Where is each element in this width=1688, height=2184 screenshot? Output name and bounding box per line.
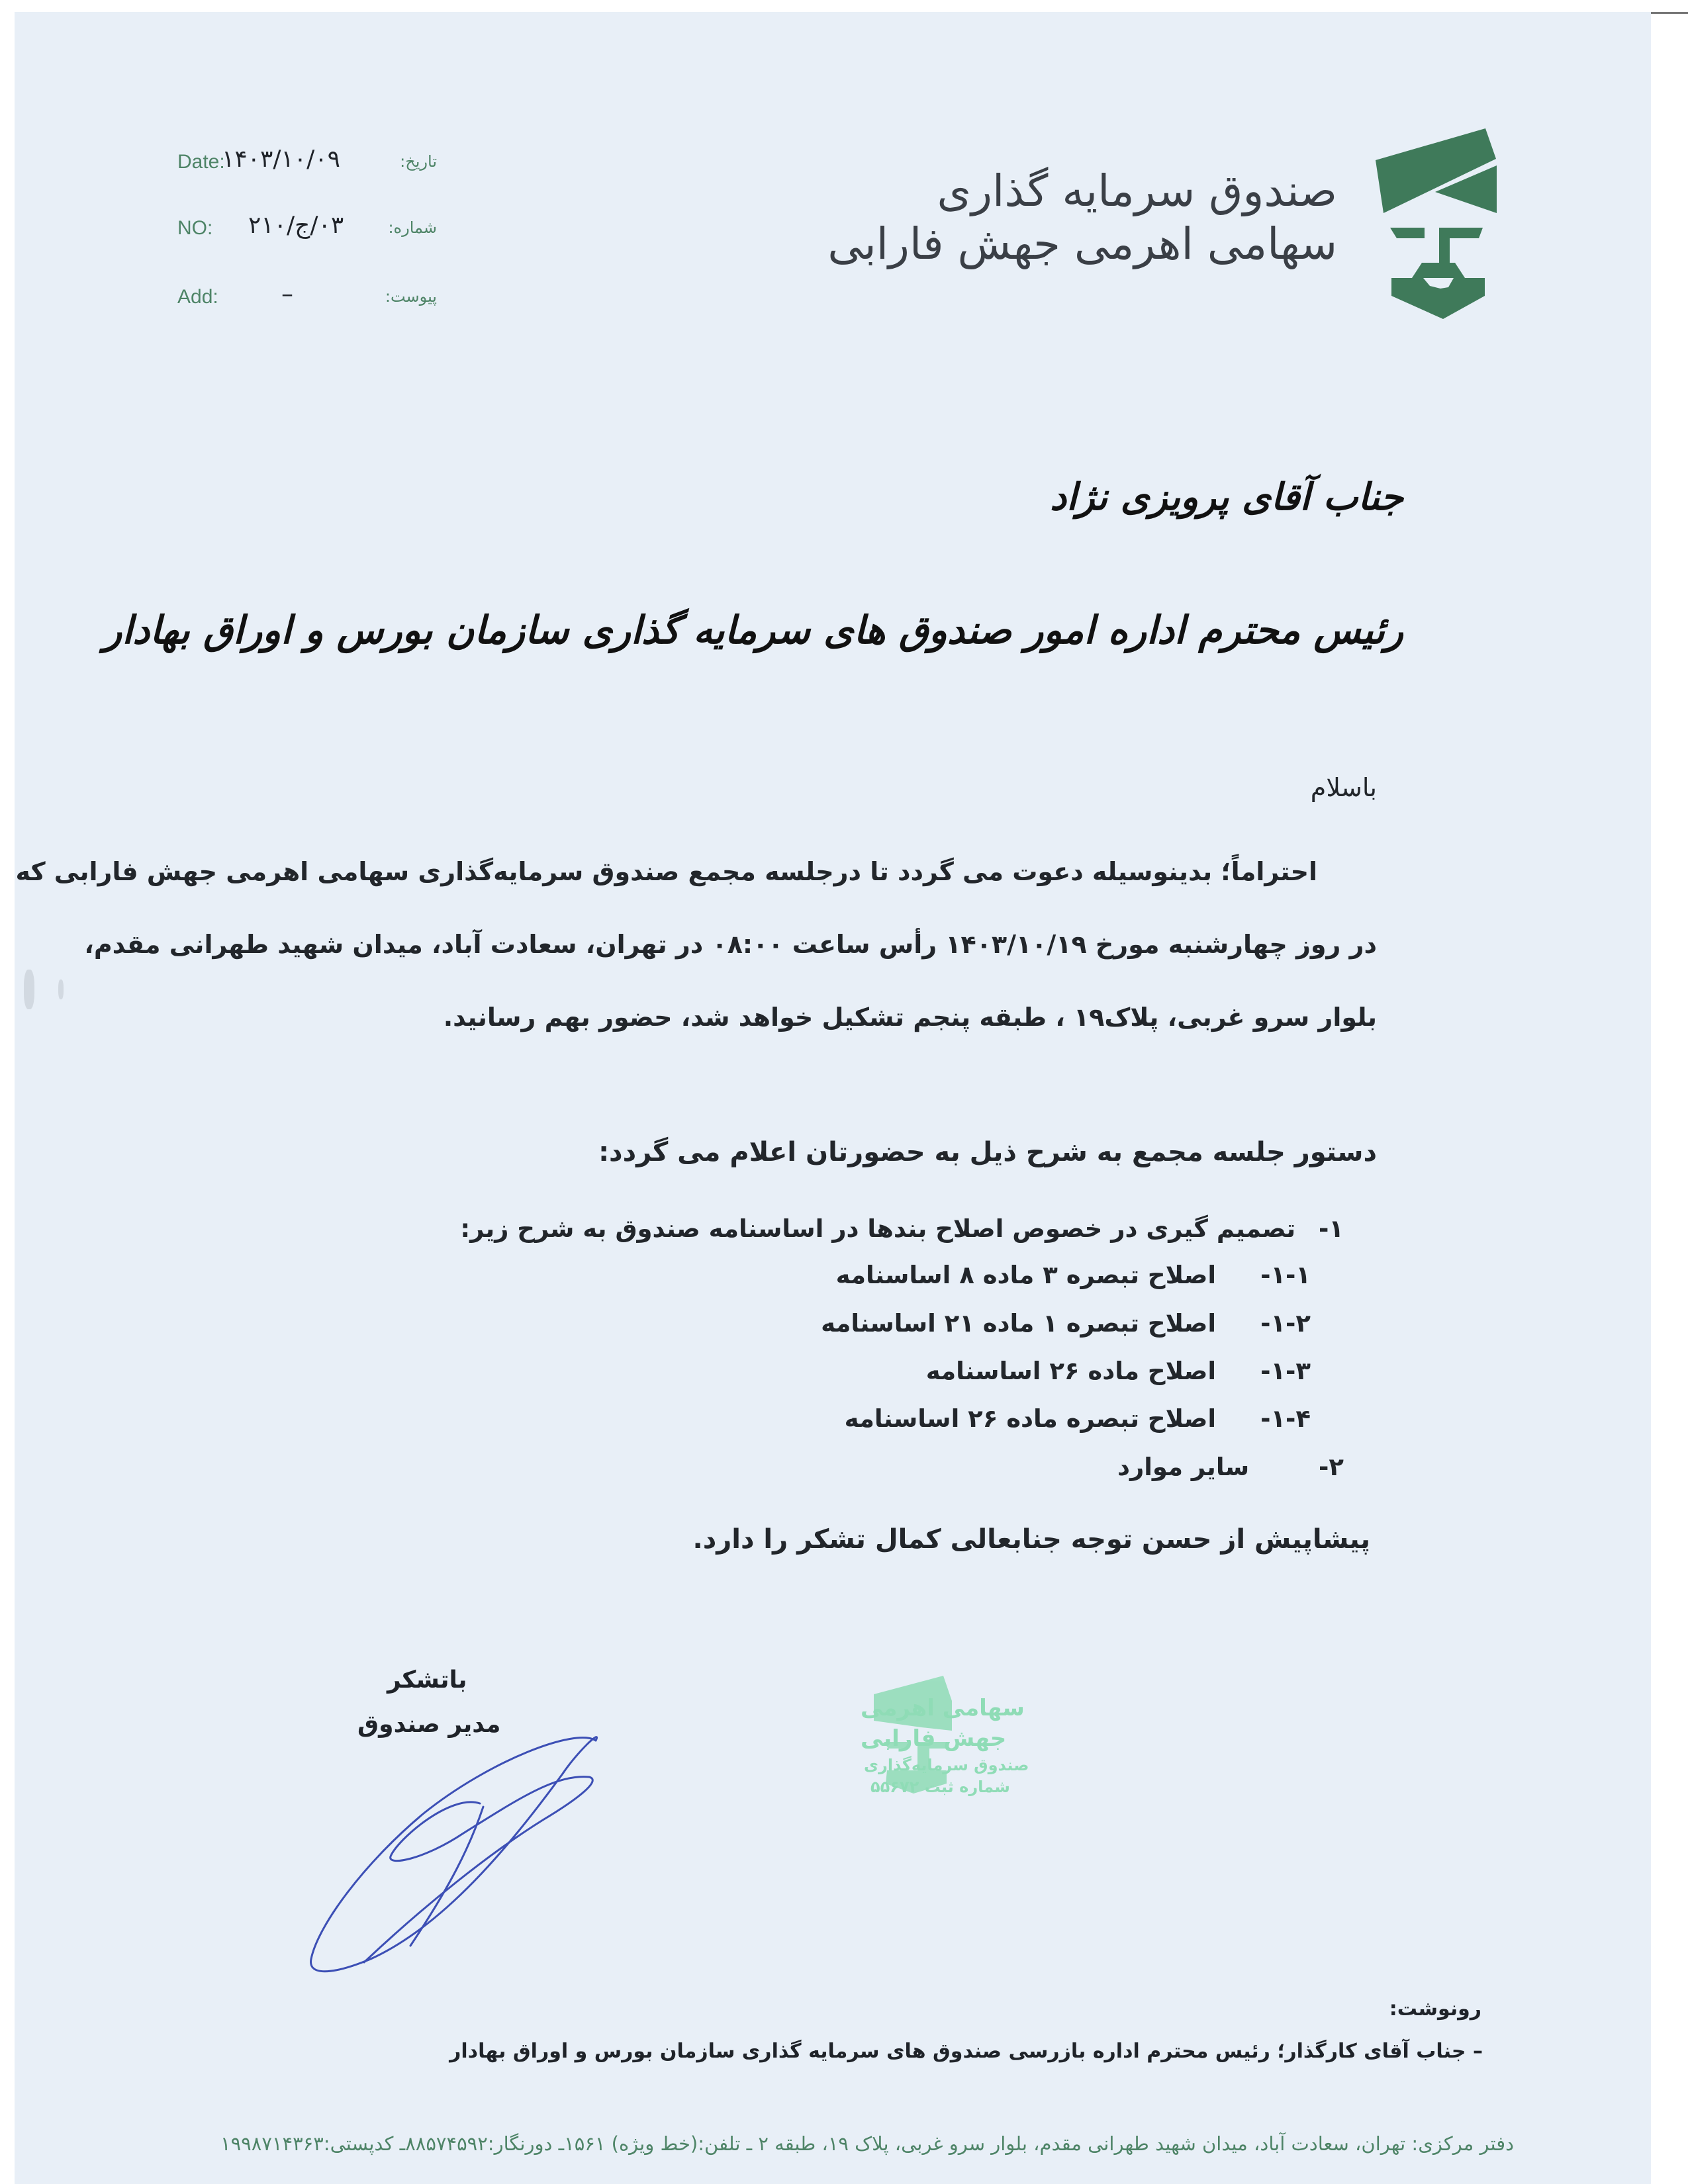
stamp-text-line: شماره ثبت ۵۵۶۷۲ bbox=[870, 1778, 1010, 1796]
number-label-fa: شماره: bbox=[388, 218, 437, 237]
scan-edge bbox=[1651, 12, 1688, 14]
meta-number bbox=[172, 210, 437, 250]
addressee-name: جناب آقای پرویزی نژاد bbox=[1050, 475, 1403, 519]
stamp-text-line: صندوق سرمایه‌گذاری bbox=[864, 1756, 1029, 1774]
closing-sentence: پیشاپیش از حسن توجه جنابعالی کمال تشکر را دارد. bbox=[692, 1524, 1370, 1555]
logo-beard bbox=[1391, 263, 1485, 319]
agenda-subitem-number: ۱-۳- bbox=[1260, 1357, 1311, 1385]
scan-smudge bbox=[24, 970, 34, 1009]
agenda-item-number: ۱- bbox=[1319, 1214, 1344, 1243]
agenda-item-text: سایر موارد bbox=[1117, 1453, 1250, 1481]
brand-name-line-2: سهامی اهرمی جهش فارابی bbox=[827, 218, 1337, 269]
brand-name-line-1: صندوق سرمایه گذاری bbox=[937, 165, 1337, 216]
date-label-en: Date: bbox=[177, 151, 225, 173]
paragraph-line: بلوار سرو غربی، پلاک۱۹ ، طبقه پنجم تشکیل خواهد شد، حضور بهم رسانید. bbox=[443, 1003, 1377, 1032]
stamp-text-line: سهامی اهرمی bbox=[861, 1695, 1025, 1721]
footer-address: دفتر مرکزی: تهران، سعادت آباد، میدان شهید طهرانی مقدم، بلوار سرو غربی، پلاک ۱۹، طبقه ۲ ـ تلفن:(خط ویژه) ۱۵۶۱ـ دورنگار:۸۸۵۷۴۵۹۲ـ کدپستی:۱۹۹۸۷۱۴۳۶۳ bbox=[220, 2132, 1514, 2155]
attachment-value: – bbox=[281, 281, 293, 308]
meta-attachment bbox=[172, 279, 437, 319]
logo-eyebrow-nose bbox=[1439, 228, 1483, 266]
agenda-subitem-text: اصلاح ماده ۲۶ اساسنامه bbox=[925, 1357, 1217, 1385]
date-value: ۱۴۰۳/۱۰/۰۹ bbox=[222, 146, 340, 173]
agenda-subitem-number: ۱-۱- bbox=[1260, 1261, 1311, 1289]
agenda-subitem bbox=[836, 1261, 1311, 1289]
logo-eyebrow-left bbox=[1390, 228, 1425, 238]
paragraph-line: احتراماً؛ بدینوسیله دعوت می گردد تا درجلسه مجمع صندوق سرمایه‌گذاری سهامی اهرمی جهش فارابی که bbox=[15, 857, 1317, 886]
scan-smudge bbox=[58, 979, 64, 999]
agenda-subitem-number: ۱-۲- bbox=[1260, 1309, 1311, 1338]
number-label-en: NO: bbox=[177, 217, 213, 239]
attachment-label-fa: پیوست: bbox=[385, 287, 437, 306]
cc-label: رونوشت: bbox=[1389, 1997, 1481, 2021]
agenda-title: دستور جلسه مجمع به شرح ذیل به حضورتان اعلام می گردد: bbox=[598, 1137, 1377, 1167]
signature-title: مدیر صندوق bbox=[357, 1711, 501, 1738]
agenda-subitem-number: ۱-۴- bbox=[1260, 1404, 1311, 1433]
meta-date bbox=[172, 144, 437, 184]
agenda-item bbox=[1117, 1453, 1344, 1481]
agenda-subitem-text: اصلاح تبصره ۱ ماده ۲۱ اساسنامه bbox=[821, 1309, 1217, 1338]
signature-thanks: باتشکر bbox=[387, 1666, 467, 1694]
number-value: ۰۳/ج/۲۱۰ bbox=[248, 212, 344, 239]
agenda-item-text: تصمیم گیری در خصوص اصلاح بندها در اساسنامه صندوق به شرح زیر: bbox=[460, 1214, 1296, 1243]
attachment-label-en: Add: bbox=[177, 286, 218, 308]
agenda-subitem bbox=[926, 1357, 1311, 1385]
agenda-subitem-text: اصلاح تبصره ماده ۲۶ اساسنامه bbox=[844, 1404, 1217, 1433]
addressee-title: رئیس محترم اداره امور صندوق های سرمایه گذاری سازمان بورس و اوراق بهادار bbox=[103, 608, 1403, 653]
salutation: باسلام bbox=[1310, 773, 1377, 802]
cc-recipient: – جناب آقای کارگذار؛ رئیس محترم اداره بازرسی صندوق های سرمایه گذاری سازمان بورس و اوراق بهادار bbox=[449, 2040, 1483, 2063]
paragraph-line: در روز چهارشنبه مورخ ۱۴۰۳/۱۰/۱۹ رأس ساعت ۰۸:۰۰ در تهران، سعادت آباد، میدان شهید طهرانی مقدم، bbox=[84, 930, 1377, 959]
stamp-text-line: جهش فارابی bbox=[861, 1725, 1007, 1752]
agenda-item bbox=[460, 1214, 1344, 1243]
date-label-fa: تاریخ: bbox=[400, 152, 437, 171]
company-stamp bbox=[675, 1635, 1029, 1796]
letter-page bbox=[15, 12, 1651, 2184]
agenda-subitem-text: اصلاح تبصره ۳ ماده ۸ اساسنامه bbox=[835, 1261, 1217, 1289]
handwritten-signature bbox=[291, 1714, 609, 1979]
invitation-paragraph bbox=[0, 857, 1377, 1075]
turbaned-face-logo-icon bbox=[1369, 127, 1501, 326]
agenda-item-number: ۲- bbox=[1319, 1453, 1344, 1481]
agenda-subitem bbox=[845, 1404, 1311, 1433]
agenda-subitem bbox=[821, 1309, 1311, 1338]
